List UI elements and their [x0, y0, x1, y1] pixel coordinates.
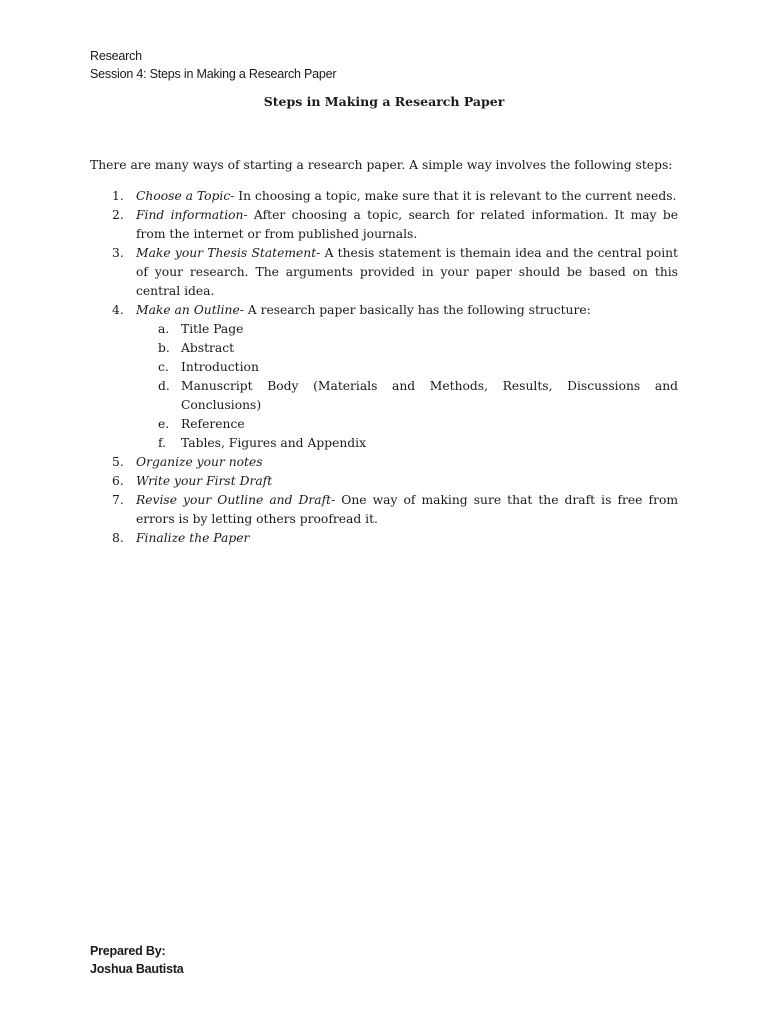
step-number: 4. [112, 303, 124, 317]
step-item [90, 491, 678, 529]
step-text: After choosing a topic, search for related information. It may be from the internet or from published journals. [136, 208, 678, 241]
step-item [90, 244, 678, 301]
step-text: In choosing a topic, make sure that it is relevant to the current needs. [234, 189, 677, 203]
outline-item [136, 434, 678, 453]
outline-item [136, 339, 678, 358]
outline-text: Abstract [181, 341, 235, 355]
outline-letter: d. [158, 379, 170, 393]
step-number: 2. [112, 208, 124, 222]
step-label: Write your First Draft [136, 474, 273, 488]
session-title: Session 4: Steps in Making a Research Paper [90, 67, 337, 81]
steps-list [90, 187, 678, 548]
step-text: A thesis statement is themain idea and the central point of your research. The arguments provided in your paper should be based on this central idea. [136, 246, 678, 298]
author-name: Joshua Bautista [90, 962, 184, 976]
step-text: A research paper basically has the following structure: [243, 303, 591, 317]
step-number: 3. [112, 246, 124, 260]
step-label: Finalize the Paper [136, 531, 250, 545]
step-label: Choose a Topic- [136, 189, 235, 203]
prepared-by-label: Prepared By: [90, 944, 166, 958]
document-body [90, 156, 678, 548]
document-header [90, 47, 336, 83]
outline-item [136, 377, 678, 415]
step-text: One way of making sure that the draft is free from errors is by letting others proofread it. [136, 493, 679, 526]
step-label: Find information- [136, 208, 248, 222]
step-item [90, 206, 678, 244]
course-name: Research [90, 49, 142, 63]
step-item [90, 472, 678, 491]
outline-text: Manuscript Body (Materials and Methods, Results, Discussions and Conclusions) [181, 379, 678, 412]
document-footer [90, 942, 184, 978]
step-item [90, 453, 678, 472]
step-number: 6. [112, 474, 124, 488]
outline-item [136, 320, 678, 339]
step-label: Organize your notes [136, 455, 263, 469]
outline-letter: e. [158, 417, 170, 431]
step-label: Make an Outline- [136, 303, 244, 317]
intro-paragraph: There are many ways of starting a research paper. A simple way involves the following steps: [90, 158, 673, 172]
step-label: Make your Thesis Statement- [136, 246, 321, 260]
page-title: Steps in Making a Research Paper [263, 94, 505, 109]
step-item [90, 301, 678, 453]
step-number: 5. [112, 455, 124, 469]
outline-item [136, 358, 678, 377]
step-item [90, 529, 678, 548]
outline-structure-list [136, 320, 678, 453]
outline-text: Reference [181, 417, 245, 431]
step-number: 7. [112, 493, 124, 507]
step-label: Revise your Outline and Draft- [136, 493, 336, 507]
outline-letter: f. [158, 436, 167, 450]
step-item [90, 187, 678, 206]
outline-text: Introduction [181, 360, 259, 374]
step-number: 1. [112, 189, 124, 203]
step-number: 8. [112, 531, 124, 545]
outline-item [136, 415, 678, 434]
outline-text: Tables, Figures and Appendix [181, 436, 367, 450]
outline-letter: b. [158, 341, 170, 355]
outline-letter: c. [158, 360, 169, 374]
outline-letter: a. [158, 322, 170, 336]
outline-text: Title Page [181, 322, 244, 336]
